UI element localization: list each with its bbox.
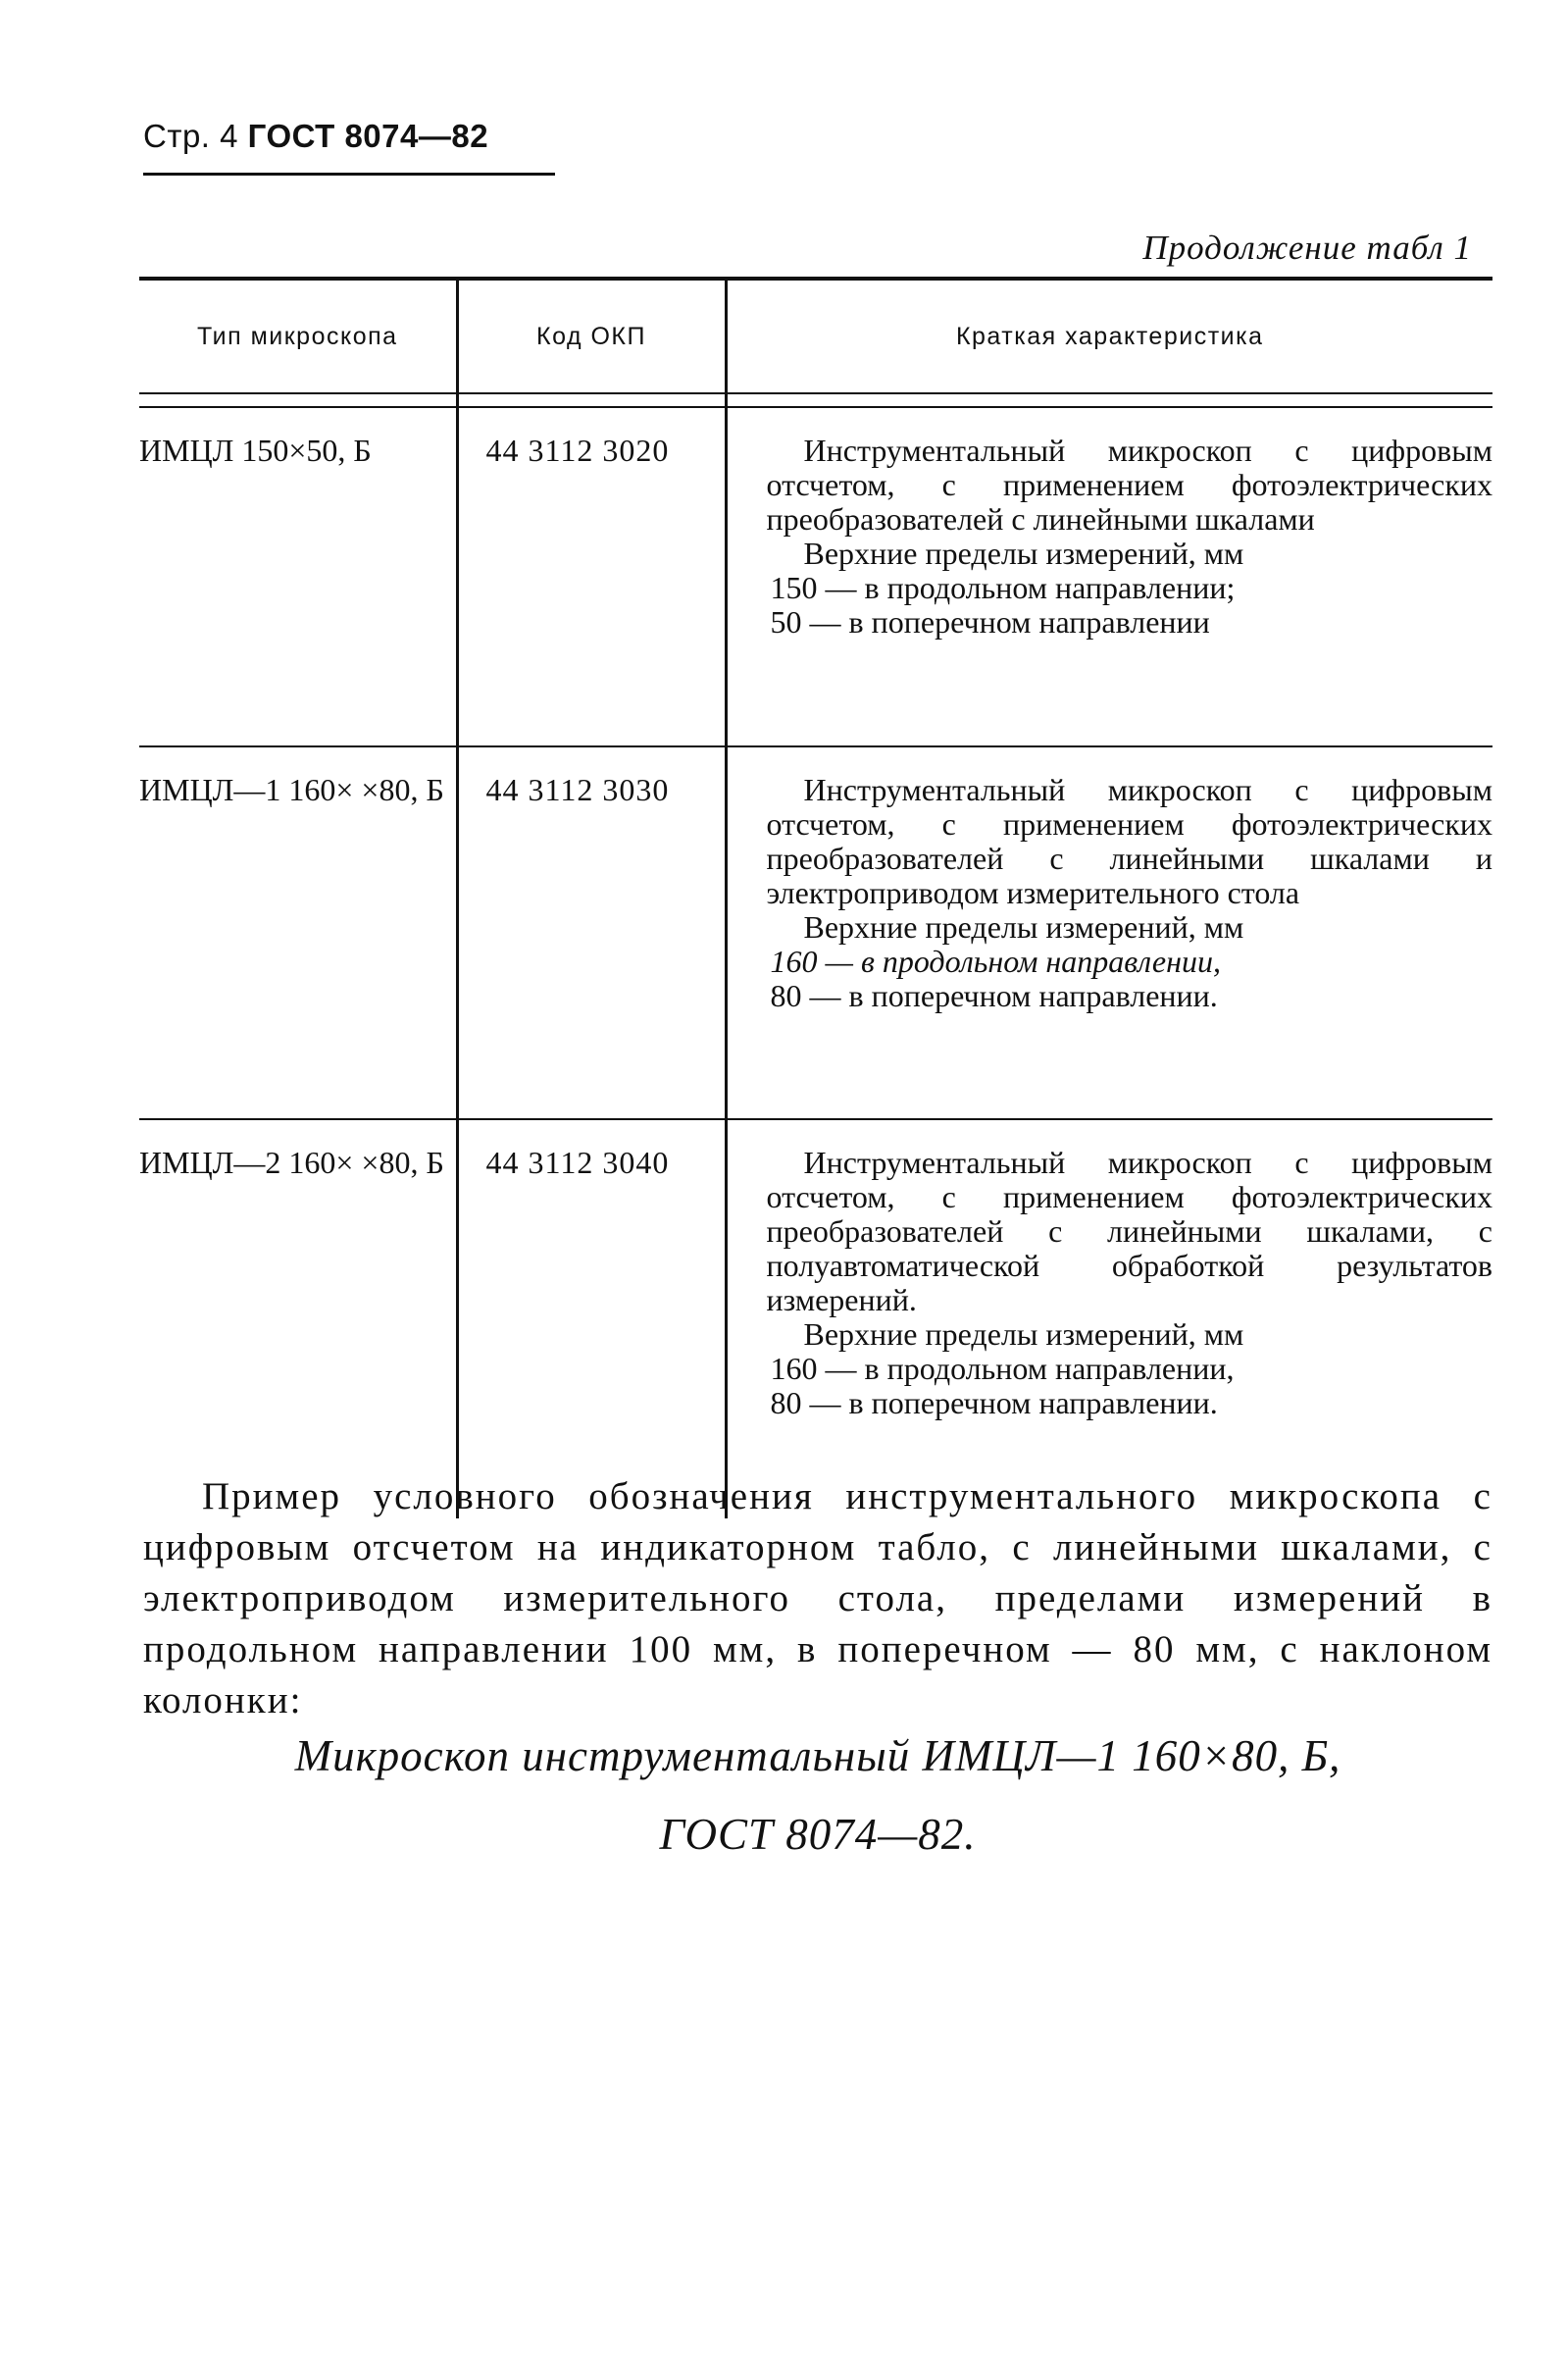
description-cell <box>726 1120 1492 1518</box>
header-double-rule <box>139 393 1492 407</box>
okp-code: 44 3112 3020 <box>457 407 726 746</box>
limit-longitudinal: 150 — в продольном направлении; <box>770 570 1236 605</box>
limits-title: Верхние пределы измерений, мм <box>803 536 1244 571</box>
microscope-type: ИМЦЛ—1 160× ×80, Б <box>139 772 444 807</box>
header-rule <box>143 173 555 176</box>
spec-table-container <box>139 277 1492 1518</box>
description-cell <box>726 407 1492 746</box>
page-header <box>143 118 488 155</box>
description-text: Инструментальный микроскоп с цифровым отсчетом, с применением фотоэлектрических преобразователей с линейными шкалами <box>766 433 1492 537</box>
standard-code: ГОСТ 8074—82 <box>247 118 489 154</box>
designation-example-paragraph: Пример условного обозначения инструментального микроскопа с цифровым отсчетом на индикаторном табло, с линейными шкалами, с электроприводом измерительного стола, пределами измерений в продольном направлении 100 мм, в поперечном — 80 мм, с наклоном колонки: <box>143 1475 1492 1721</box>
limits-title: Верхние пределы измерений, мм <box>803 1316 1244 1352</box>
column-header-type: Тип микроскопа <box>196 322 398 350</box>
table-row <box>139 1120 1492 1518</box>
microscope-type: ИМЦЛ—2 160× ×80, Б <box>139 1145 444 1180</box>
designation-line-1: Микроскоп инструментальный ИМЦЛ—1 160×80, Б, <box>294 1731 1341 1780</box>
limit-longitudinal: 160 — в продольном направлении, <box>770 1351 1235 1386</box>
description-text: Инструментальный микроскоп с цифровым отсчетом, с применением фотоэлектрических преобразователей с линейными шкалами, с полуавтоматической обработкой результатов измерений. <box>766 1145 1492 1317</box>
limit-longitudinal: 160 — в продольном направлении, <box>770 944 1221 979</box>
okp-code: 44 3112 3040 <box>457 1120 726 1518</box>
spec-table <box>139 281 1492 1518</box>
table-header-row <box>139 281 1492 393</box>
limit-transverse: 80 — в поперечном направлении. <box>770 978 1218 1013</box>
column-header-code: Код ОКП <box>457 281 726 393</box>
microscope-type: ИМЦЛ 150×50, Б <box>139 433 372 468</box>
designation-example <box>143 1717 1492 1874</box>
designation-line-2: ГОСТ 8074—82. <box>659 1810 977 1859</box>
limit-transverse: 50 — в поперечном направлении <box>770 604 1210 640</box>
description-text: Инструментальный микроскоп с цифровым отсчетом, с применением фотоэлектрических преобразователей с линейными шкалами и электроприводом измерительного стола <box>766 772 1492 910</box>
okp-code: 44 3112 3030 <box>457 747 726 1119</box>
page-number: Стр. 4 <box>143 118 238 154</box>
description-cell <box>726 747 1492 1119</box>
table-row <box>139 407 1492 746</box>
table-continuation-label: Продолжение табл 1 <box>1142 229 1472 267</box>
limits-title: Верхние пределы измерений, мм <box>803 909 1244 945</box>
limit-transverse: 80 — в поперечном направлении. <box>770 1385 1218 1420</box>
column-header-description: Краткая характеристика <box>726 281 1492 393</box>
table-row <box>139 747 1492 1119</box>
